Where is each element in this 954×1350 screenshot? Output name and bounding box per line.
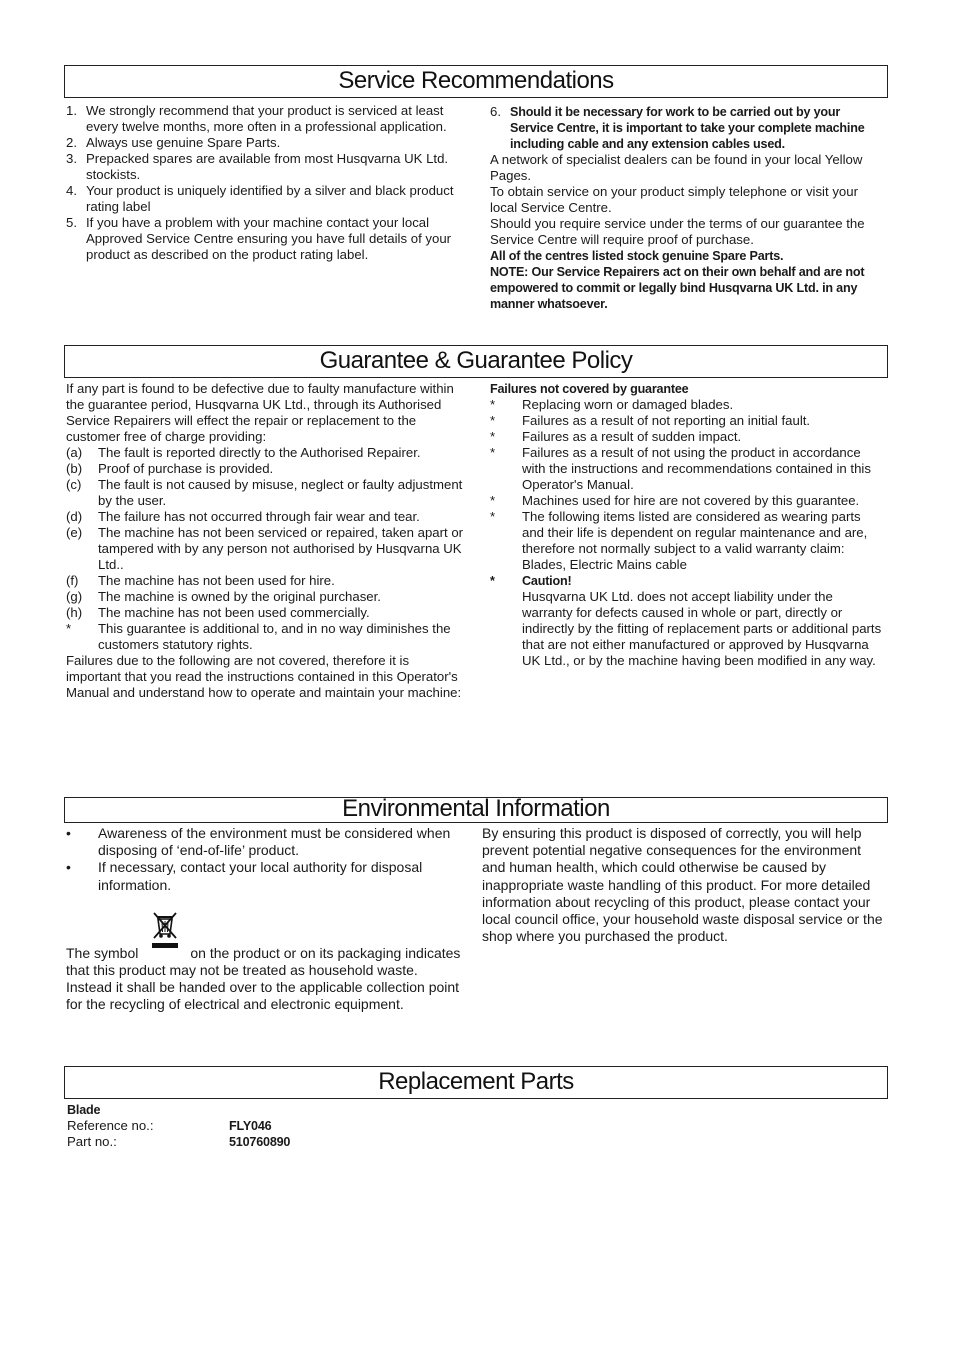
service-item: 4. Your product is uniquely identified by a silver and black product rating label [66,183,454,214]
guarantee-failures-para: Failures due to the following are not covered, therefore it is important that you read the instructions contained in this Operator's Manual and understand how to operate and maintain your machine: [66,653,462,700]
guarantee-condition: (e) The machine has not been serviced or repaired, taken apart or tampered with by any person not authorised by Husqvarna UK Ltd.. [66,525,464,572]
part-number-row: Part no.: 510760890 [67,1134,291,1149]
environmental-heading: Environmental Information [64,797,888,823]
caution-item: * Caution! Husqvarna UK Ltd. does not accept liability under the warranty for defects caused in whole or part, directly or indirectly by the fitting of replacement parts or additional parts that are not either manufactured or approved by Husqvarna UK Ltd., or by the machine having been modified in any way. [490,573,886,669]
environment-symbol-text: The symbol on the product or on its packaging indicates that this product may not be treated as household waste. Instead it shall be handed over to the applicable collection point for the recycling of electrical and electronic equipment. [66,922,466,1014]
service-item: 3. Prepacked spares are available from most Husqvarna UK Ltd. stockists. [66,151,449,182]
not-covered-item: * Failures as a result of not reporting an initial fault. [490,413,811,428]
guarantee-condition: * This guarantee is additional to, and in no way diminishes the customers statutory rights. [66,621,451,652]
not-covered-item: * Failures as a result of not using the product in accordance with the instructions and recommendations contained in this Operator's Manual. [490,445,871,492]
service-list-right [490,104,886,312]
service-guarantee-text: Should you require service under the terms of our guarantee the Service Centre will require proof of purchase. [490,216,865,247]
caution-text: Husqvarna UK Ltd. does not accept liability under the warranty for defects caused in whole or part, directly or indirectly by the fitting of replacement parts or additional parts that are not either manufactured or approved by Husqvarna UK Ltd., or by the machine having been modified in any way. [522,589,882,668]
guarantee-condition: (d) The failure has not occurred through fair wear and tear. [66,509,420,524]
guarantee-heading: Guarantee & Guarantee Policy [64,345,888,378]
guarantee-condition: (a) The fault is reported directly to the Authorised Repairer. [66,445,421,460]
not-covered-item: * Machines used for hire are not covered by this guarantee. [490,493,860,508]
part-name: Blade [67,1103,101,1117]
guarantee-condition: (g) The machine is owned by the original purchaser. [66,589,381,604]
service-item-6: 6. Should it be necessary for work to be carried out by your Service Centre, it is important to take your complete machine including cable and any extension cables used. [490,104,865,151]
not-covered-item: * Failures as a result of sudden impact. [490,429,742,444]
service-obtain-text: To obtain service on your product simply telephone or visit your local Service Centre. [490,184,858,215]
service-item: 1. We strongly recommend that your product is serviced at least every twelve months, more often in a professional application. [66,103,447,134]
environment-bullet: • If necessary, contact your local authority for disposal information. [66,859,423,893]
service-item: 5. If you have a problem with your machine contact your local Approved Service Centre ensuring you have full details of your product as described on the product rating label. [66,215,452,262]
replacement-parts-table [67,1102,290,1150]
environment-bullet: • Awareness of the environment must be considered when disposing of ‘end-of-life’ product. [66,825,451,859]
not-covered-heading: Failures not covered by guarantee [490,382,689,396]
environment-left-column [66,825,466,1014]
guarantee-condition: (b) Proof of purchase is provided. [66,461,274,476]
service-item: 2. Always use genuine Spare Parts. [66,135,281,150]
guarantee-condition: (f) The machine has not been used for hire. [66,573,335,588]
service-recommendations-heading: Service Recommendations [64,65,888,98]
guarantee-intro: If any part is found to be defective due to faulty manufacture within the guarantee period, Husqvarna UK Ltd., through its Authorised Service Repairers will effect the repair or replacement to the customer free of charge providing: [66,381,454,444]
service-network-text: A network of specialist dealers can be found in your local Yellow Pages. [490,152,863,183]
service-note-text: NOTE: Our Service Repairers act on their own behalf and are not empowered to commit or legally bind Husqvarna UK Ltd. in any manner whatsoever. [490,265,865,311]
service-centres-text: All of the centres listed stock genuine Spare Parts. [490,249,784,263]
crossed-out-wheelie-bin-icon [148,910,182,950]
service-list-left [66,103,466,263]
guarantee-condition: (h) The machine has not been used commercially. [66,605,370,620]
environment-disposal-text: By ensuring this product is disposed of correctly, you will help prevent potential negative consequences for the environment and human health, which could otherwise be caused by inappropriate waste handling of this product. For more detailed information about recycling of this product, please contact your local council office, your household waste disposal service or the shop where you purchased the product. [482,825,883,945]
caution-label: Caution! [522,574,572,588]
not-covered-item: * Replacing worn or damaged blades. [490,397,734,412]
environment-right-column [482,825,886,945]
guarantee-condition: (c) The fault is not caused by misuse, neglect or faulty adjustment by the user. [66,477,463,508]
reference-row: Reference no.: FLY046 [67,1118,272,1133]
guarantee-left-column [66,381,464,701]
guarantee-right-column [490,381,886,669]
not-covered-item: * The following items listed are considered as wearing parts and their life is dependent on regular maintenance and are, therefore not normally subject to a valid warranty claim: Blades, Electric Mains cable [490,509,868,572]
replacement-parts-heading: Replacement Parts [64,1066,888,1099]
